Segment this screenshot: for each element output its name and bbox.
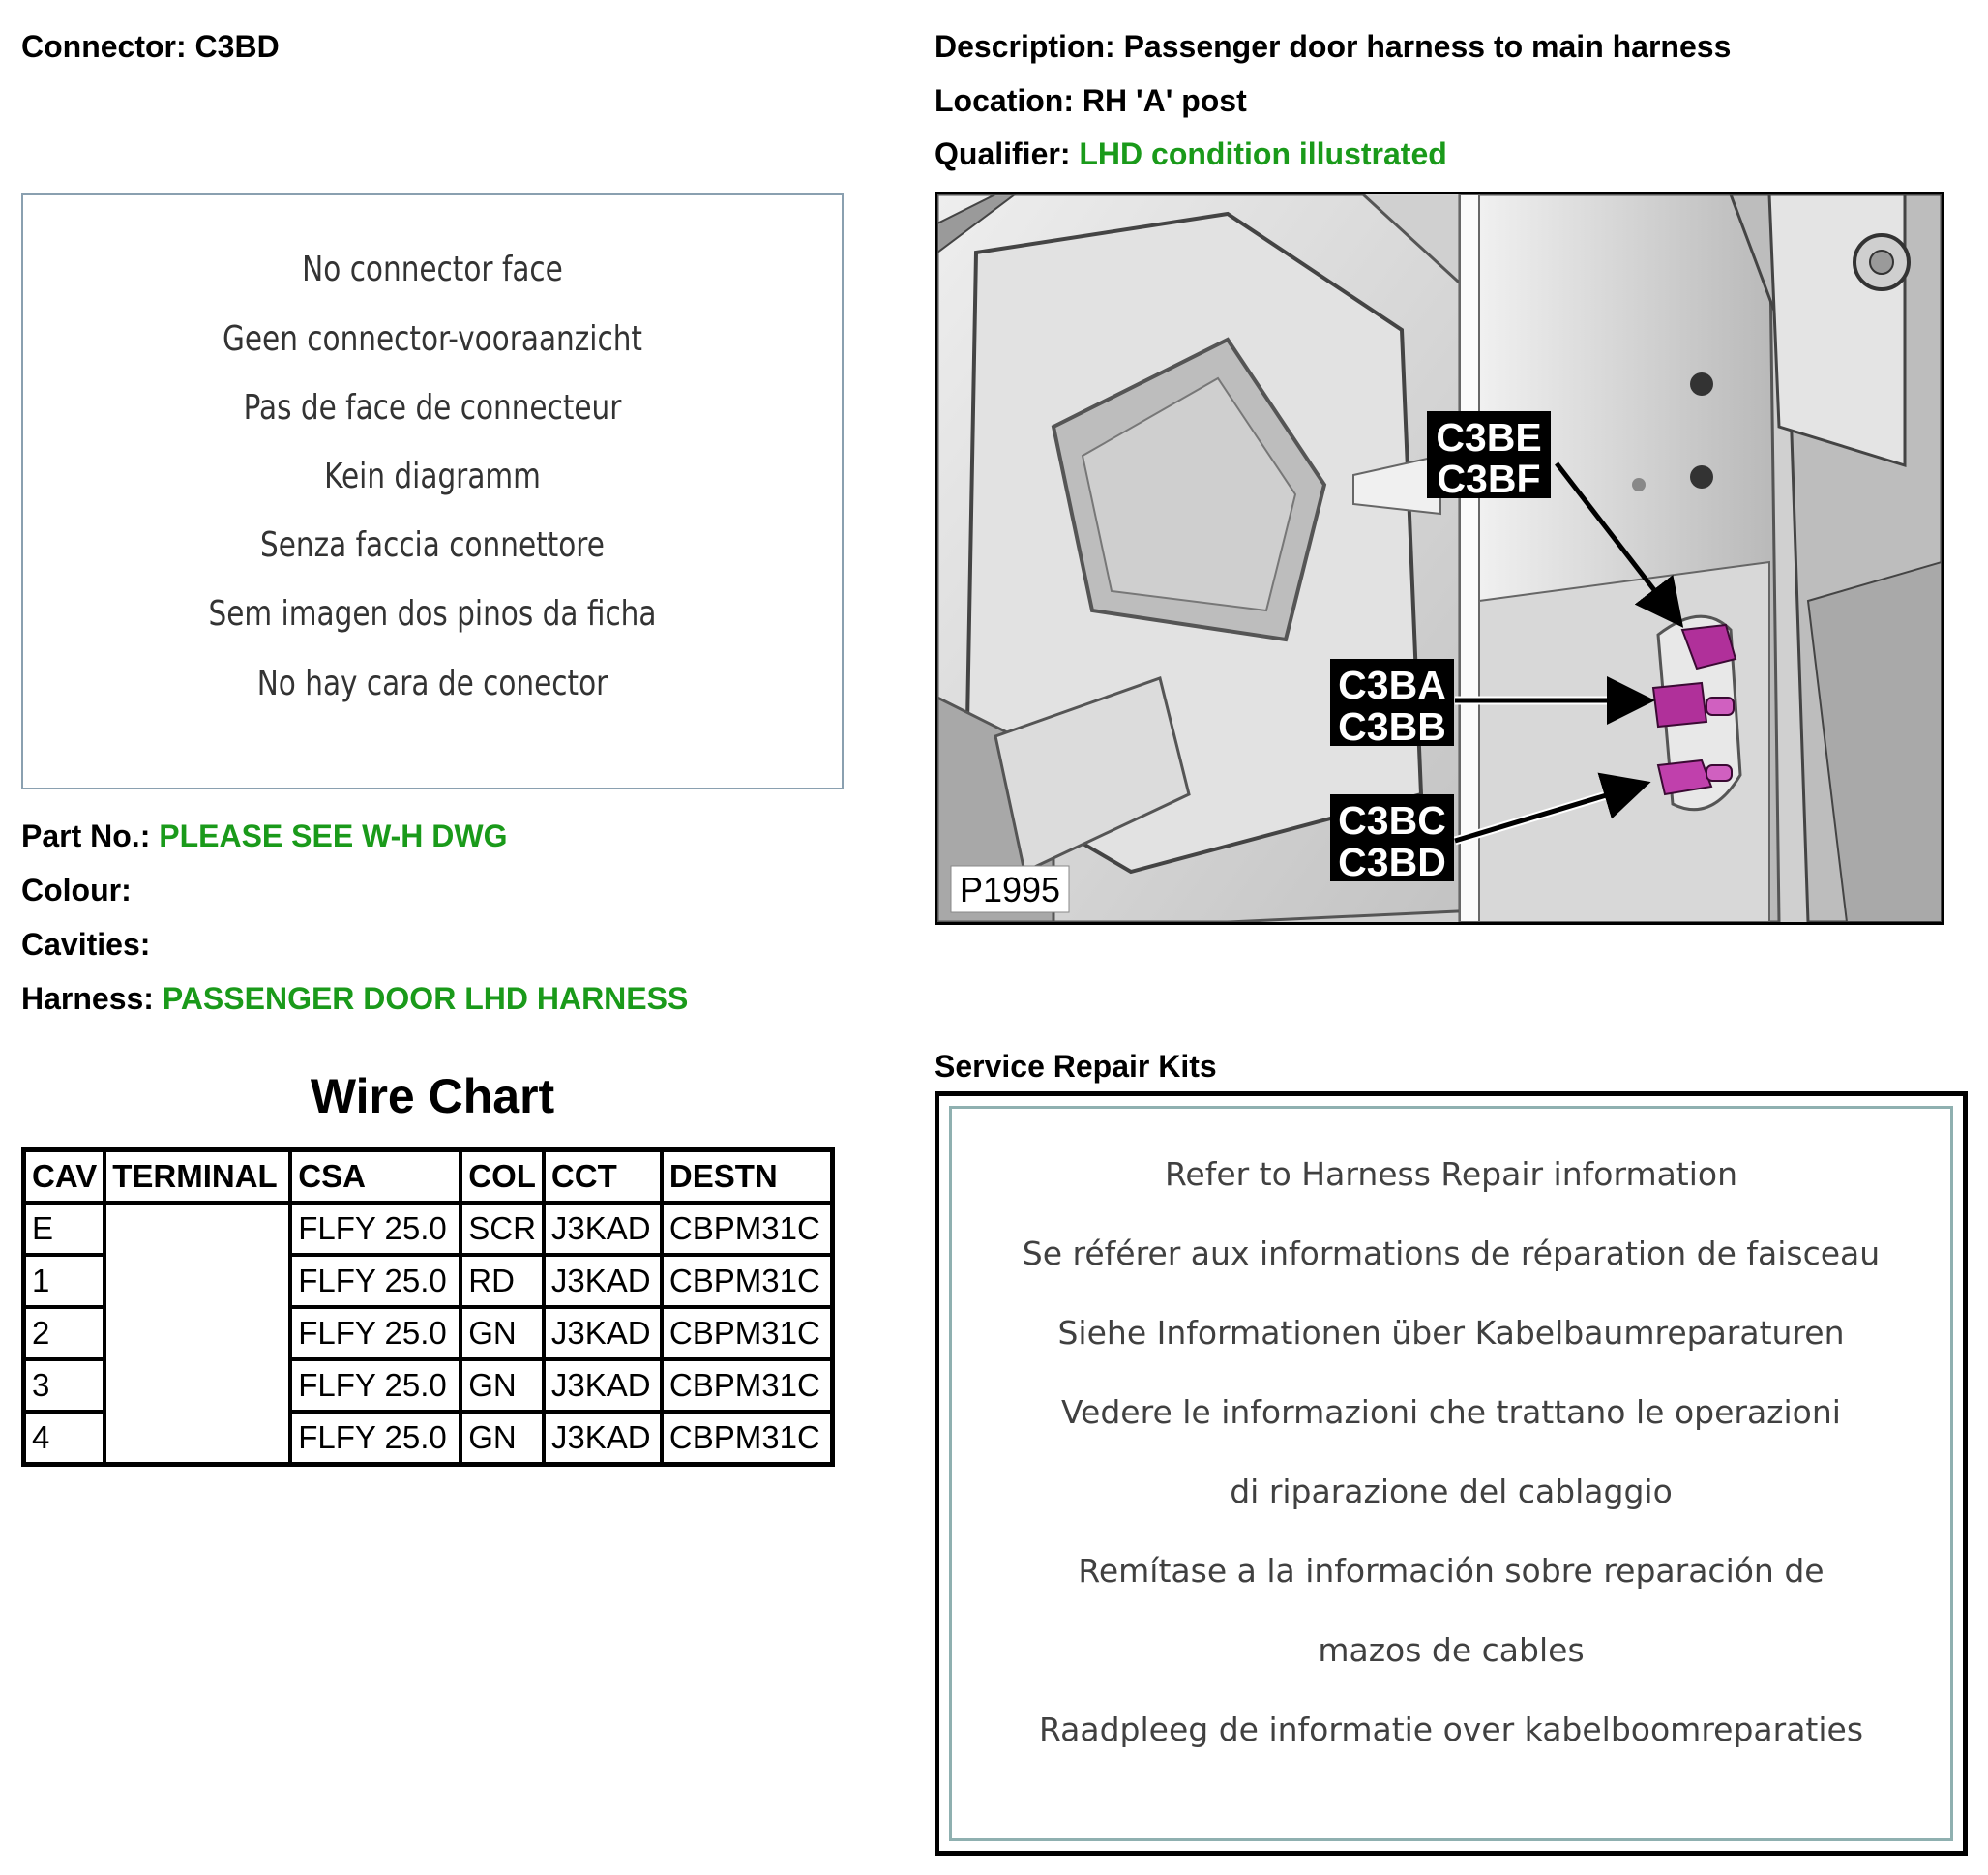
cav-cell: 1 xyxy=(24,1255,105,1307)
harness-value: PASSENGER DOOR LHD HARNESS xyxy=(162,981,689,1016)
destn-cell: CBPM31C xyxy=(662,1307,833,1359)
cav-cell: 4 xyxy=(24,1412,105,1465)
description-label: Description: xyxy=(935,29,1115,64)
srk-line: di riparazione del cablaggio xyxy=(1230,1473,1673,1510)
location-value: RH 'A' post xyxy=(1082,83,1247,118)
no-face-line: Geen connector-vooraanzicht xyxy=(223,319,642,359)
col-cell: GN xyxy=(460,1307,544,1359)
srk-line: Se référer aux informations de réparation de faisceau xyxy=(1022,1235,1881,1272)
location-field xyxy=(935,83,1247,119)
callout-label: C3BB xyxy=(1338,704,1446,749)
colour-field xyxy=(21,873,132,908)
cav-cell: E xyxy=(24,1203,105,1255)
cav-cell: 3 xyxy=(24,1359,105,1412)
callout-label: C3BC xyxy=(1338,798,1446,843)
csa-cell: FLFY 25.0 xyxy=(290,1412,460,1465)
col-header-terminal: TERMINAL xyxy=(104,1150,290,1204)
col-cell: SCR xyxy=(460,1203,544,1255)
cct-cell: J3KAD xyxy=(544,1412,662,1465)
qualifier-value: LHD condition illustrated xyxy=(1079,136,1447,171)
qualifier-label: Qualifier: xyxy=(935,136,1071,171)
location-label: Location: xyxy=(935,83,1074,118)
qualifier-field xyxy=(935,136,1447,172)
no-face-line: Senza faccia connettore xyxy=(260,525,605,565)
srk-line: mazos de cables xyxy=(1318,1631,1585,1669)
cct-cell: J3KAD xyxy=(544,1307,662,1359)
part-no-value: PLEASE SEE W-H DWG xyxy=(159,818,508,853)
connector-value: C3BD xyxy=(194,29,280,64)
srk-line: Refer to Harness Repair information xyxy=(1164,1155,1738,1193)
cct-cell: J3KAD xyxy=(544,1203,662,1255)
cct-cell: J3KAD xyxy=(544,1359,662,1412)
location-illustration xyxy=(935,192,1944,925)
connector-field xyxy=(21,29,280,65)
terminal-cell xyxy=(104,1203,290,1465)
description-field xyxy=(935,29,1731,65)
service-repair-kits-panel xyxy=(935,1091,1968,1856)
no-face-line: Sem imagen dos pinos da ficha xyxy=(208,594,657,634)
callout-label: C3BE xyxy=(1436,415,1542,460)
no-face-line: No hay cara de conector xyxy=(256,664,608,703)
col-header-destn: DESTN xyxy=(662,1150,833,1204)
col-header-col: COL xyxy=(460,1150,544,1204)
harness-field xyxy=(21,981,688,1017)
csa-cell: FLFY 25.0 xyxy=(290,1307,460,1359)
destn-cell: CBPM31C xyxy=(662,1203,833,1255)
figure-id-badge xyxy=(951,866,1069,912)
callout-c3ba-c3bb xyxy=(1330,659,1454,749)
destn-cell: CBPM31C xyxy=(662,1359,833,1412)
col-header-csa: CSA xyxy=(290,1150,460,1204)
part-no-label: Part No.: xyxy=(21,818,151,853)
part-no-field xyxy=(21,818,508,854)
figure-id: P1995 xyxy=(959,870,1061,909)
cavities-field xyxy=(21,927,150,963)
no-face-line: Kein diagramm xyxy=(324,457,541,496)
csa-cell: FLFY 25.0 xyxy=(290,1359,460,1412)
no-face-line: No connector face xyxy=(302,250,563,289)
wire-chart-header-row xyxy=(24,1150,833,1204)
service-repair-kits-inner xyxy=(949,1106,1953,1841)
srk-line: Remítase a la información sobre reparación de xyxy=(1078,1552,1825,1590)
csa-cell: FLFY 25.0 xyxy=(290,1255,460,1307)
srk-line: Siehe Informationen über Kabelbaumreparaturen xyxy=(1057,1314,1845,1352)
callout-label: C3BA xyxy=(1338,663,1446,707)
no-connector-face-panel xyxy=(21,193,844,789)
cavities-label: Cavities: xyxy=(21,927,151,962)
csa-cell: FLFY 25.0 xyxy=(290,1203,460,1255)
connector-label: Connector: xyxy=(21,29,187,64)
cct-cell: J3KAD xyxy=(544,1255,662,1307)
colour-label: Colour: xyxy=(21,873,132,908)
callout-label: C3BD xyxy=(1338,840,1446,884)
col-cell: RD xyxy=(460,1255,544,1307)
wire-chart-table xyxy=(21,1147,835,1467)
table-row xyxy=(24,1203,833,1255)
callout-c3be-c3bf xyxy=(1427,411,1551,501)
no-face-line: Pas de face de connecteur xyxy=(243,388,622,428)
service-repair-kits-title: Service Repair Kits xyxy=(935,1049,1217,1084)
destn-cell: CBPM31C xyxy=(662,1412,833,1465)
col-cell: GN xyxy=(460,1412,544,1465)
cav-cell: 2 xyxy=(24,1307,105,1359)
callout-c3bc-c3bd xyxy=(1330,794,1454,884)
wire-chart-title: Wire Chart xyxy=(310,1069,555,1123)
srk-line: Raadpleeg de informatie over kabelboomreparaties xyxy=(1038,1711,1864,1748)
col-cell: GN xyxy=(460,1359,544,1412)
callout-label: C3BF xyxy=(1437,457,1541,501)
col-header-cav: CAV xyxy=(24,1150,105,1204)
description-value: Passenger door harness to main harness xyxy=(1123,29,1732,64)
destn-cell: CBPM31C xyxy=(662,1255,833,1307)
col-header-cct: CCT xyxy=(544,1150,662,1204)
harness-label: Harness: xyxy=(21,981,154,1016)
srk-line: Vedere le informazioni che trattano le operazioni xyxy=(1061,1393,1841,1431)
